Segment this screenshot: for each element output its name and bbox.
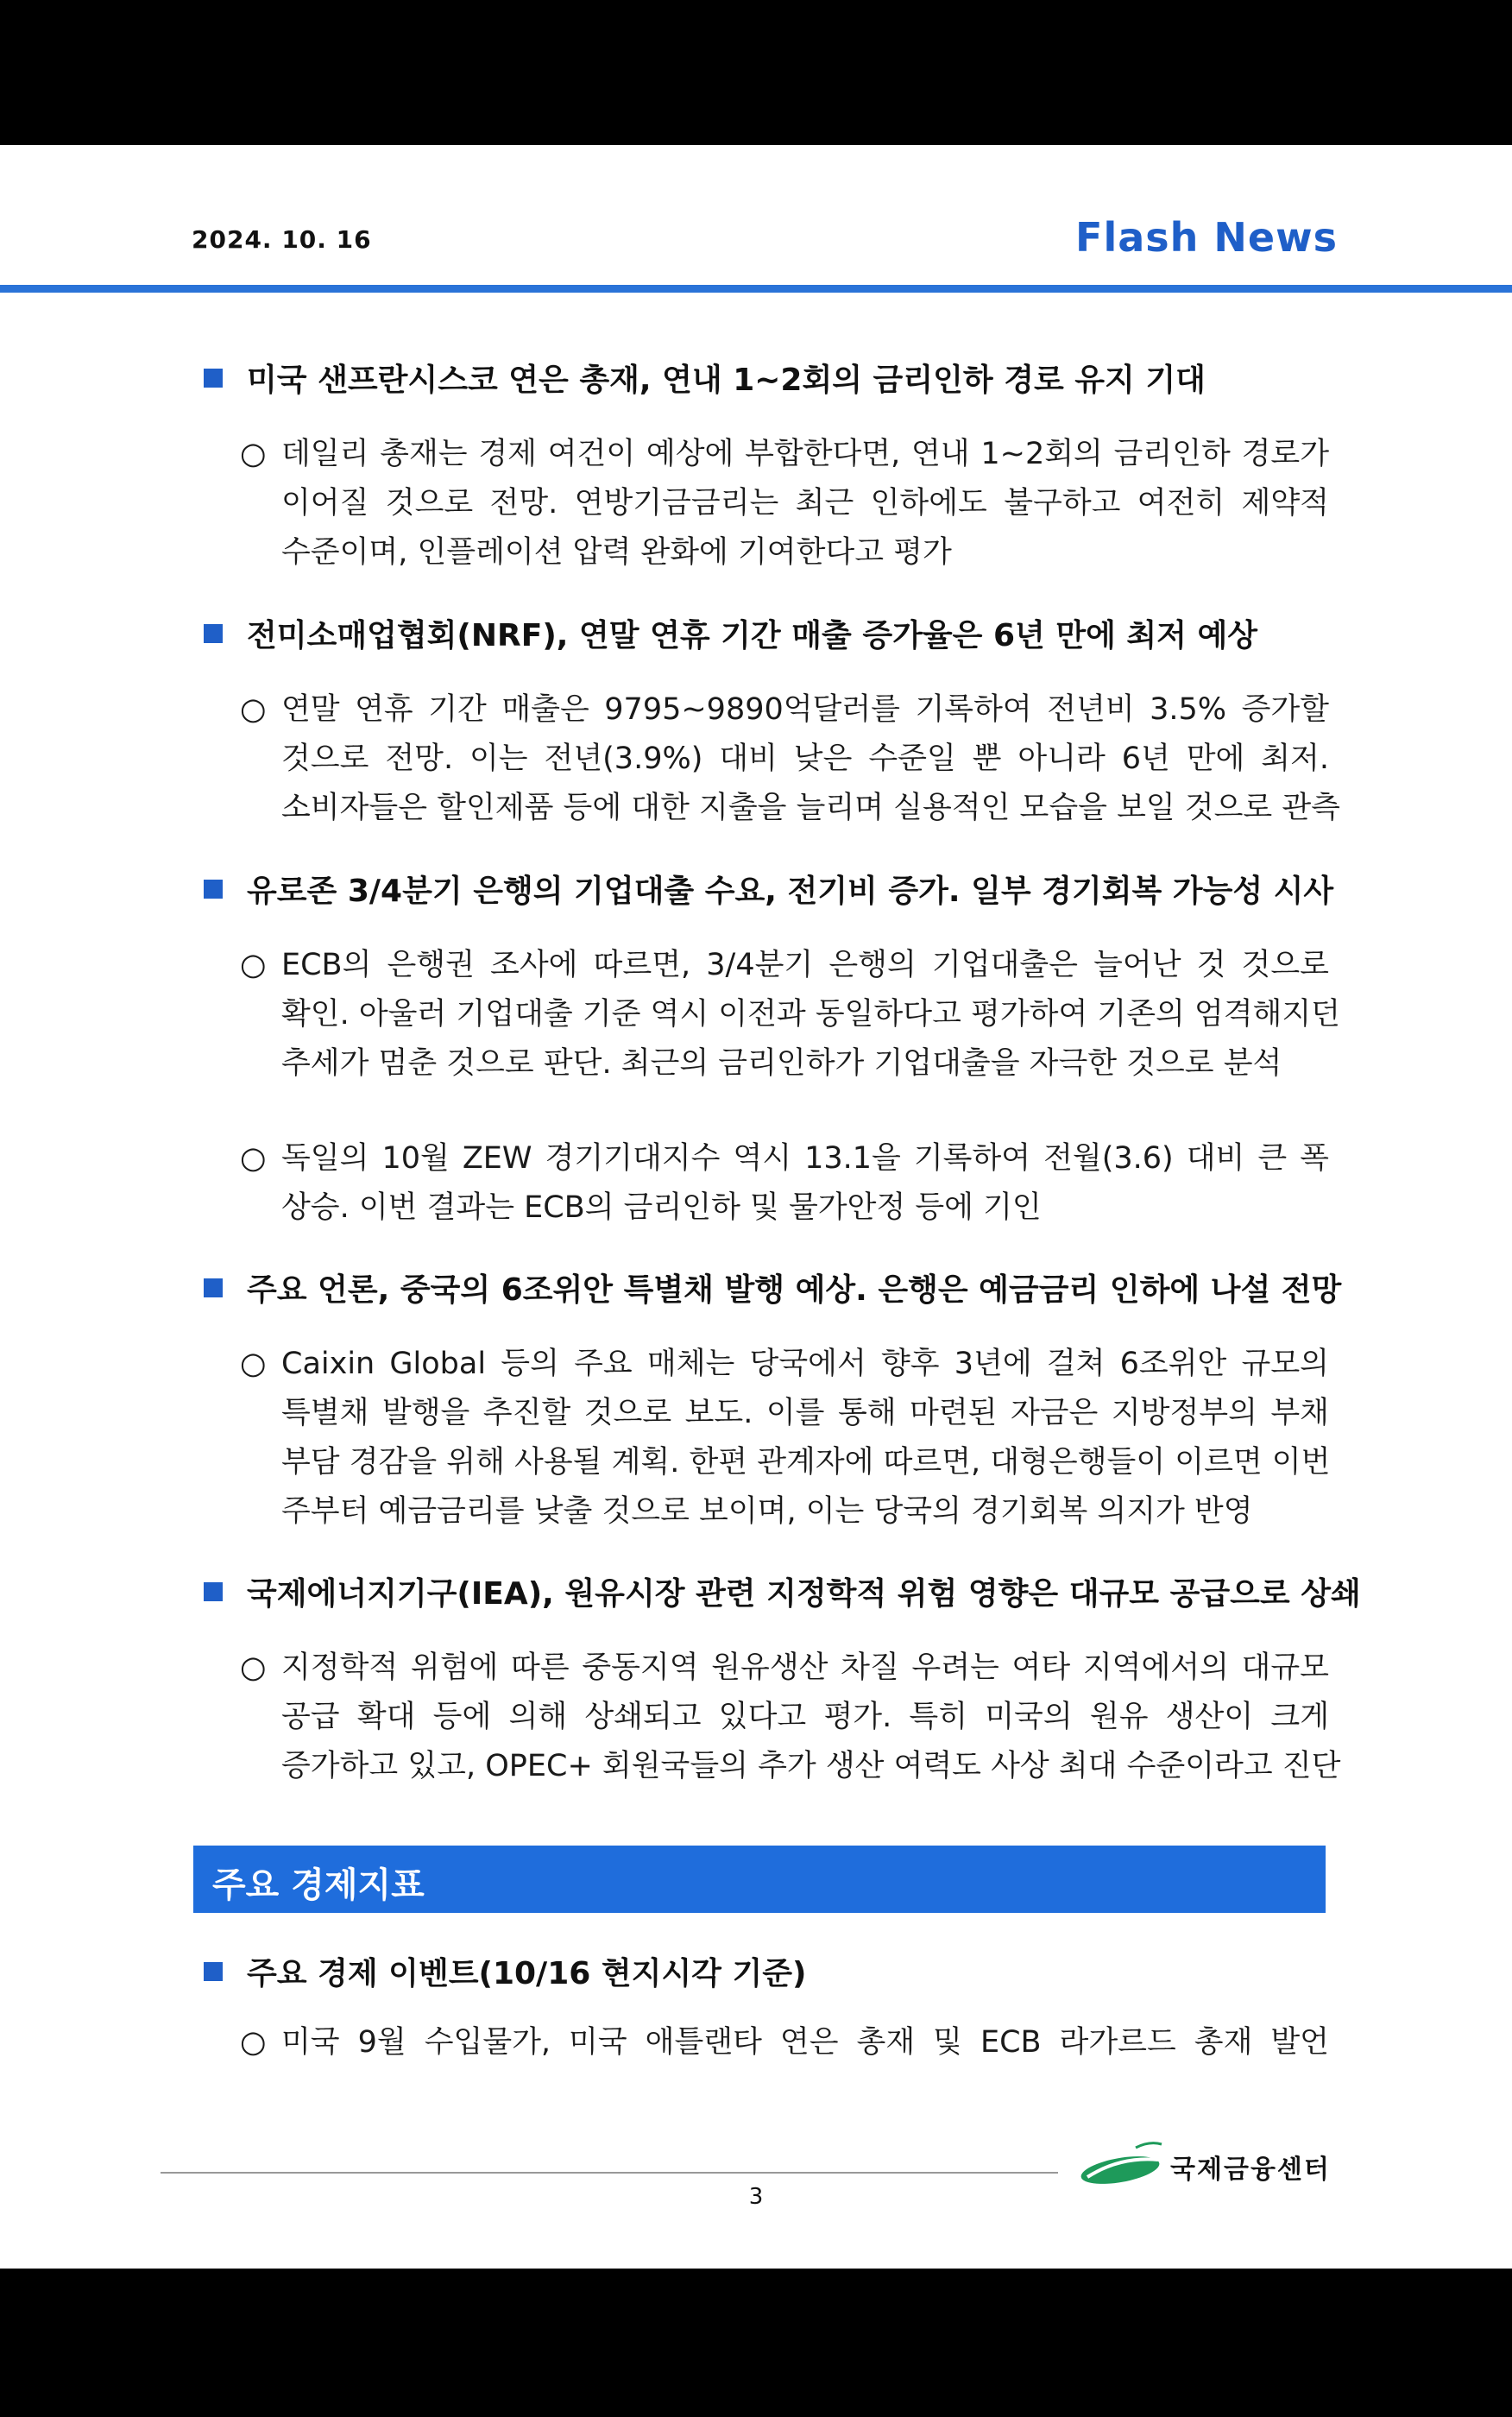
square-bullet-icon [204, 624, 223, 643]
circle-bullet-icon: ○ [240, 1141, 267, 1176]
news-heading: 미국 샌프란시스코 연은 총재, 연내 1~2회의 금리인하 경로 유지 기대 [204, 356, 1206, 400]
news-heading: 주요 언론, 중국의 6조위안 특별채 발행 예상. 은행은 예금금리 인하에 나설 전망 [204, 1265, 1341, 1309]
circle-bullet-icon: ○ [240, 1650, 267, 1685]
circle-bullet-icon: ○ [240, 692, 267, 727]
document-page [0, 145, 1512, 2269]
news-heading: 전미소매업협회(NRF), 연말 연휴 기간 매출 증가율은 6년 만에 최저 예상 [204, 611, 1257, 655]
news-paragraph: ○ 데일리 총재는 경제 여건이 예상에 부합한다면, 연내 1~2회의 금리인하 경로가 이어질 것으로 전망. 연방기금금리는 최근 인하에도 불구하고 여전히 제약적 수준이며, 인플레이션 압력 완화에 기여한다고 평가 [240, 430, 1329, 577]
section-heading: 주요 경제 이벤트(10/16 현지시각 기준) [204, 1949, 806, 1993]
news-paragraph: ○ 연말 연휴 기간 매출은 9795~9890억달러를 기록하여 전년비 3.5% 증가할 것으로 전망. 이는 전년(3.9%) 대비 낮은 수준일 뿐 아니라 6년 만에 최저. 소비자들은 할인제품 등에 대한 지출을 늘리며 실용적인 모습을 보일 것으로 관측 [240, 685, 1329, 833]
news-paragraph: ○ 지정학적 위험에 따른 중동지역 원유생산 차질 우려는 여타 지역에서의 대규모 공급 확대 등에 의해 상쇄되고 있다고 평가. 특히 미국의 원유 생산이 크게 증가하고 있고, OPEC+ 회원국들의 추가 생산 여력도 사상 최대 수준이라고 진단 [240, 1644, 1329, 1791]
report-date: 2024. 10. 16 [192, 225, 372, 254]
circle-bullet-icon: ○ [240, 437, 267, 471]
logo-text: 국제금융센터 [1170, 2155, 1331, 2185]
square-bullet-icon [204, 369, 223, 388]
square-bullet-icon [204, 1962, 223, 1981]
circle-bullet-icon: ○ [240, 948, 267, 982]
logo-leaf-icon [1075, 2139, 1170, 2191]
footer-divider [161, 2172, 1058, 2174]
news-paragraph: ○ Caixin Global 등의 주요 매체는 당국에서 향후 3년에 걸쳐 6조위안 규모의 특별채 발행을 추진할 것으로 보도. 이를 통해 마련된 자금은 지방정부의 부채 부담 경감을 위해 사용될 계획. 한편 관계자에 따르면, 대형은행들이 이르면 이번 주부터 예금금리를 낮출 것으로 보이며, 이는 당국의 경기회복 의지가 반영 [240, 1340, 1329, 1537]
brand-title: Flash News [1075, 214, 1338, 261]
kcif-logo [1075, 2139, 1343, 2191]
square-bullet-icon [204, 880, 223, 899]
news-paragraph: ○ 독일의 10월 ZEW 경기기대지수 역시 13.1을 기록하여 전월(3.6) 대비 큰 폭 상승. 이번 결과는 ECB의 금리인하 및 물가안정 등에 기인 [240, 1134, 1329, 1233]
circle-bullet-icon: ○ [240, 1347, 267, 1381]
news-heading: 국제에너지기구(IEA), 원유시장 관련 지정학적 위험 영향은 대규모 공급으로 상쇄 [204, 1569, 1361, 1613]
square-bullet-icon [204, 1278, 223, 1297]
news-paragraph: ○ ECB의 은행권 조사에 따르면, 3/4분기 은행의 기업대출은 늘어난 것 것으로 확인. 아울러 기업대출 기준 역시 이전과 동일하다고 평가하여 기존의 엄격해지던 추세가 멈춘 것으로 판단. 최근의 금리인하가 기업대출을 자극한 것으로 분석 [240, 941, 1329, 1089]
circle-bullet-icon: ○ [240, 2025, 267, 2060]
section-title-bar [193, 1846, 1326, 1913]
event-paragraph: ○ 미국 9월 수입물가, 미국 애틀랜타 연은 총재 및 ECB 라가르드 총재 발언 [240, 2018, 1329, 2067]
header-divider [0, 285, 1512, 293]
square-bullet-icon [204, 1582, 223, 1601]
page-number: 3 [748, 2184, 764, 2210]
section-title: 주요 경제지표 [212, 1865, 425, 1905]
news-heading: 유로존 3/4분기 은행의 기업대출 수요, 전기비 증가. 일부 경기회복 가능성 시사 [204, 867, 1333, 911]
